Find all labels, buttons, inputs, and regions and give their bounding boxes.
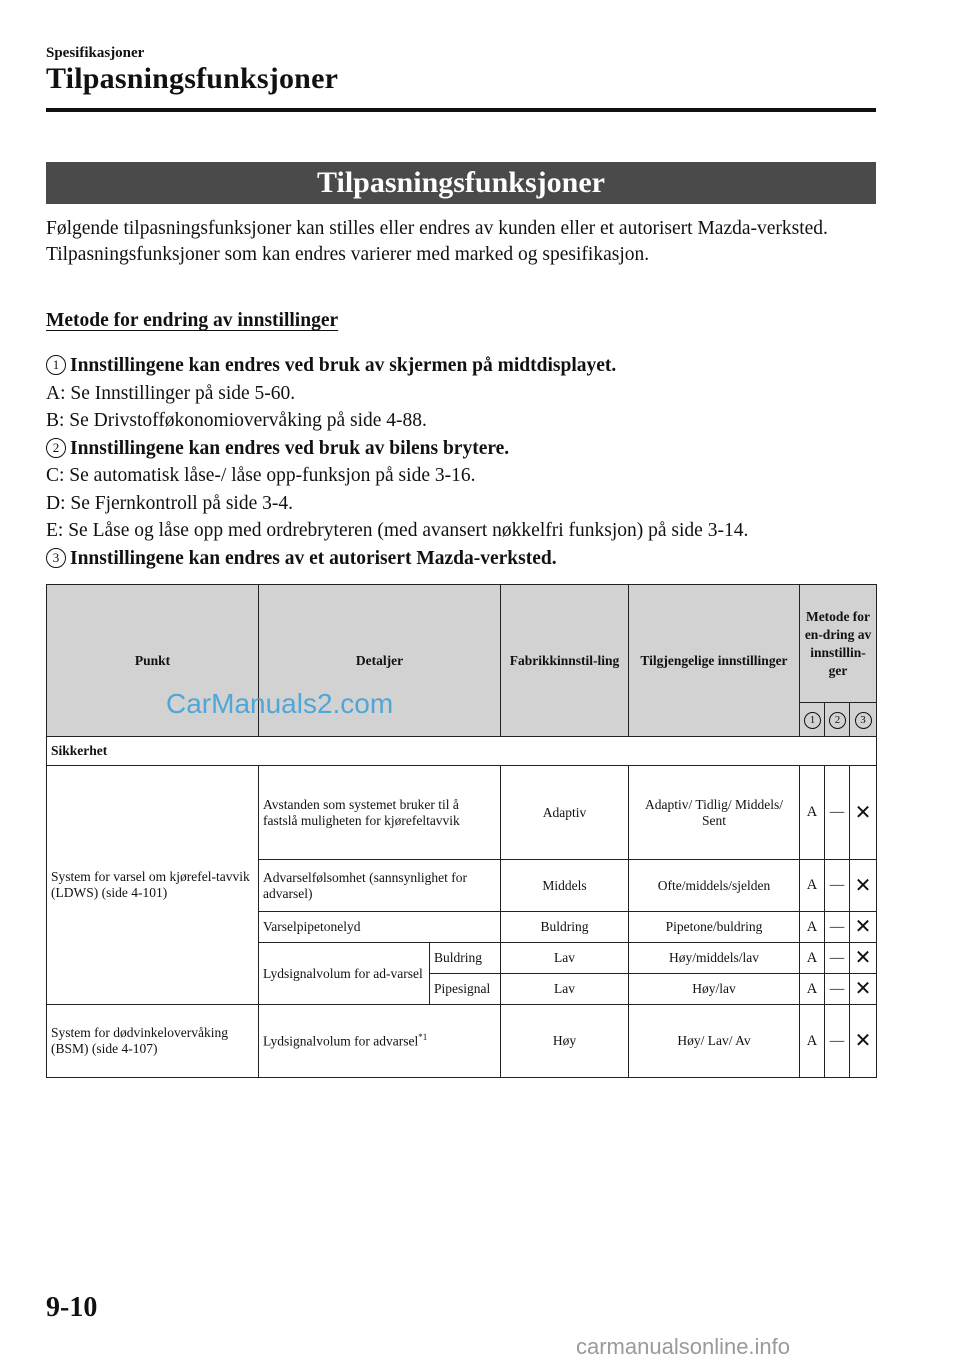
cross-icon: ✕ (850, 974, 877, 1005)
factory-cell: Høy (501, 1005, 629, 1078)
method-2-cell: — (825, 974, 850, 1005)
factory-cell: Adaptiv (501, 766, 629, 860)
factory-cell: Lav (501, 943, 629, 974)
step-2-text: Innstillingene kan endres ved bruk av bilens brytere. (70, 437, 510, 459)
intro-text (46, 216, 876, 268)
options-cell: Høy/middels/lav (629, 943, 800, 974)
col-detaljer: Detaljer (259, 585, 501, 737)
detail-cell (259, 1005, 501, 1078)
col-tilgjengelige: Tilgjengelige innstillinger (629, 585, 800, 737)
section-row: Sikkerhet (47, 737, 877, 766)
options-cell: Høy/lav (629, 974, 800, 1005)
method-2-cell: — (825, 943, 850, 974)
method-heading: Metode for endring av innstillinger (46, 310, 339, 331)
step-ref-c: C: Se automatisk låse-/ låse opp-funksjon på side 3-16. (46, 465, 476, 486)
footnote-marker: *1 (418, 1032, 428, 1043)
section-label: Spesifikasjoner (46, 45, 145, 61)
options-cell: Høy/ Lav/ Av (629, 1005, 800, 1078)
circled-2-icon: 2 (829, 712, 846, 729)
detail-cell: Avstanden som systemet bruker til å fastslå muligheten for kjørefeltavvik (259, 766, 501, 860)
sub-detail-cell: Pipesignal (430, 974, 501, 1005)
header-rule (46, 108, 876, 112)
step-ref-d: D: Se Fjernkontroll på side 3-4. (46, 492, 293, 514)
step-3 (46, 545, 876, 573)
intro-paragraph: Følgende tilpasningsfunksjoner kan stilles eller endres av kunden eller et autorisert Mazda-verksted. (46, 218, 828, 239)
detail-cell: Advarselfølsomhet (sannsynlighet for advarsel) (259, 860, 501, 912)
options-cell: Adaptiv/ Tidlig/ Middels/ Sent (629, 766, 800, 860)
circled-1-icon: 1 (804, 712, 821, 729)
factory-cell: Buldring (501, 912, 629, 943)
method-1-cell: A (800, 1005, 825, 1078)
footer-watermark: carmanualsonline.info (576, 1334, 791, 1359)
options-cell: Ofte/middels/sjelden (629, 860, 800, 912)
page-title: Tilpasningsfunksjoner (46, 62, 339, 95)
cross-icon: ✕ (850, 943, 877, 974)
detail-text: Lydsignalvolum for advarsel (263, 1033, 419, 1049)
method-steps (46, 352, 876, 572)
method-col-3 (850, 703, 877, 737)
cross-icon: ✕ (850, 1005, 877, 1078)
method-1-cell: A (800, 860, 825, 912)
step-ref-e: E: Se Låse og låse opp med ordrebryteren (med avansert nøkkelfri funksjon) på side 3-14. (46, 520, 749, 541)
cross-icon: ✕ (850, 766, 877, 860)
method-1-cell: A (800, 766, 825, 860)
customization-table (46, 584, 877, 1078)
detail-cell: Lydsignalvolum for ad-varsel (259, 943, 430, 1005)
page-number: 9-10 (46, 1292, 98, 1323)
method-1-cell: A (800, 943, 825, 974)
col-punkt: Punkt (47, 585, 259, 737)
col-fabrikk: Fabrikkinnstil-ling (501, 585, 629, 737)
method-2-cell: — (825, 860, 850, 912)
detail-cell: Varselpipetonelyd (259, 912, 501, 943)
step-3-text: Innstillingene kan endres av et autorisert Mazda-verksted. (70, 547, 557, 569)
step-2 (46, 435, 876, 463)
step-ref-b: B: Se Drivstofføkonomiovervåking på side 4-88. (46, 410, 427, 431)
method-2-cell: — (825, 1005, 850, 1078)
method-1-cell: A (800, 912, 825, 943)
watermark: CarManuals2.com (166, 688, 394, 719)
factory-cell: Middels (501, 860, 629, 912)
sub-detail-cell: Buldring (430, 943, 501, 974)
punkt-bsm: System for dødvinkelovervåking (BSM) (side 4-107) (47, 1005, 259, 1078)
step-1 (46, 352, 876, 380)
step-1-text: Innstillingene kan endres ved bruk av skjermen på midtdisplayet. (70, 355, 617, 376)
method-1-cell: A (800, 974, 825, 1005)
step-ref-a: A: Se Innstillinger på side 5-60. (46, 382, 296, 404)
options-cell: Pipetone/buldring (629, 912, 800, 943)
method-col-2 (825, 703, 850, 737)
circled-2-icon: 2 (46, 438, 66, 458)
intro-paragraph: Tilpasningsfunksjoner som kan endres varierer med marked og spesifikasjon. (46, 244, 650, 265)
col-metode: Metode for en-dring av innstillin-ger (800, 585, 877, 703)
punkt-ldws: System for varsel om kjørefel-tavvik (LDWS) (side 4-101) (47, 766, 259, 1005)
section-banner: Tilpasningsfunksjoner (46, 162, 876, 204)
cross-icon: ✕ (850, 912, 877, 943)
circled-1-icon: 1 (46, 355, 66, 375)
circled-3-icon: 3 (855, 712, 872, 729)
factory-cell: Lav (501, 974, 629, 1005)
method-2-cell: — (825, 766, 850, 860)
circled-3-icon: 3 (46, 548, 66, 568)
method-2-cell: — (825, 912, 850, 943)
cross-icon: ✕ (850, 860, 877, 912)
method-col-1 (800, 703, 825, 737)
